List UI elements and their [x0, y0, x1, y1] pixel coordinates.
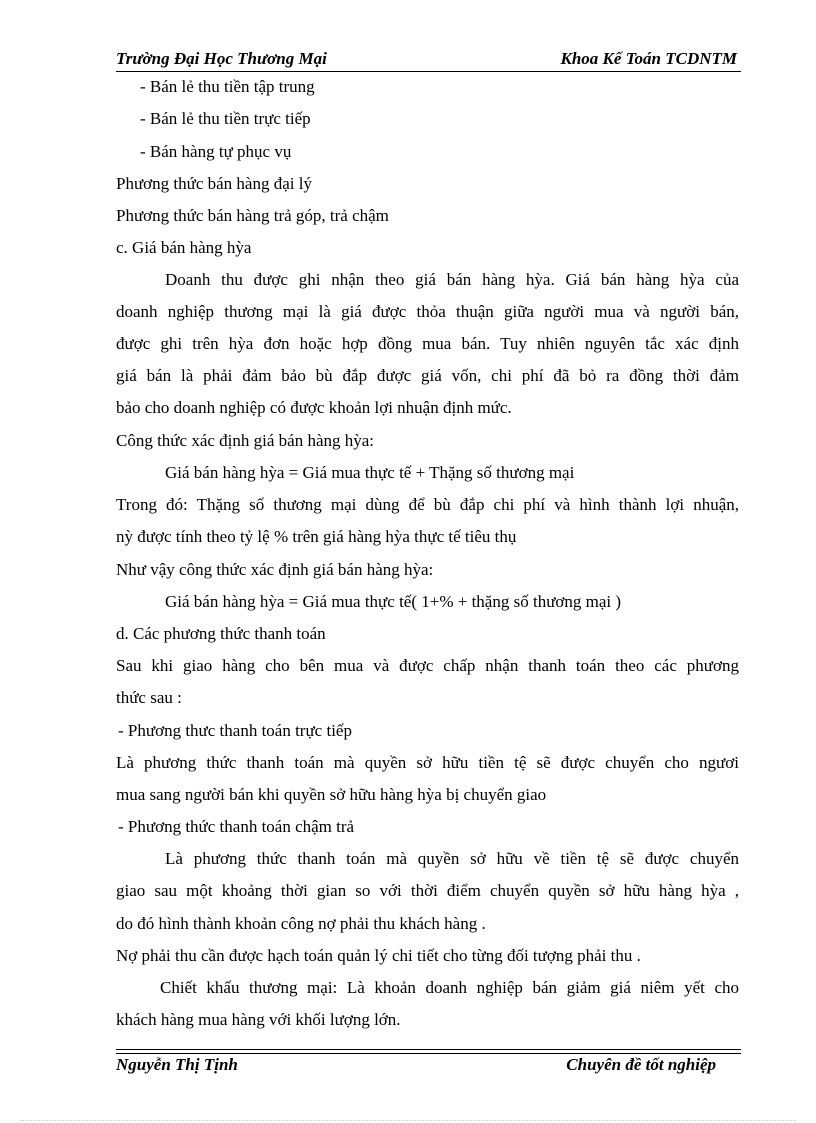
footer-title: Chuyên đề tốt nghiệp	[566, 1055, 716, 1074]
paragraph-line: được ghi trên hỳa đơn hoặc hợp đồng mua bán. Tuy nhiên nguyên tắc xác định	[116, 334, 739, 353]
paragraph-line: doanh nghiệp thương mại là giá được thỏa thuận giữa người mua và người bán,	[116, 302, 739, 321]
section-heading: c. Giá bán hàng hỳa	[116, 238, 252, 257]
footer-divider	[116, 1049, 741, 1050]
paragraph-line: bảo cho doanh nghiệp có được khoản lợi nhuận định mức.	[116, 398, 512, 417]
paragraph-line: Chiết khấu thương mại: Là khoản doanh nghiệp bán giảm giá niêm yết cho	[160, 978, 739, 997]
paragraph-line: giao sau một khoảng thời gian so với thời điểm chuyển quyền sở hữu hàng hỳa ,	[116, 881, 739, 900]
paragraph-line: Là phương thức thanh toán mà quyền sở hữu về tiền tệ sẽ được chuyển	[165, 849, 739, 868]
list-item: - Phương thưc thanh toán trực tiếp	[118, 721, 352, 740]
footer-author: Nguyễn Thị Tịnh	[116, 1055, 238, 1074]
paragraph-line: nỳ được tính theo tỷ lệ % trên giá hàng hỳa thực tế tiêu thụ	[116, 527, 517, 546]
header-divider	[116, 71, 741, 72]
list-item: - Bán lẻ thu tiền tập trung	[140, 77, 315, 96]
paragraph-line: Phương thức bán hàng trả góp, trả chậm	[116, 206, 389, 225]
formula-line: Giá bán hàng hỳa = Giá mua thực tế( 1+% + thặng số thương mại )	[165, 592, 622, 611]
header-department: Khoa Kế Toán TCDNTM	[560, 49, 737, 68]
paragraph-line: Nợ phải thu cần được hạch toán quản lý chi tiết cho từng đối tượng phải thu .	[116, 946, 641, 965]
paragraph-line: Doanh thu được ghi nhận theo giá bán hàng hỳa. Giá bán hàng hỳa của	[165, 270, 739, 289]
page-bottom-edge	[20, 1120, 796, 1121]
footer-divider	[116, 1053, 741, 1054]
list-item: - Bán hàng tự phục vụ	[140, 142, 292, 161]
paragraph-line: Như vậy công thức xác định giá bán hàng hỳa:	[116, 560, 434, 579]
list-item: - Phương thức thanh toán chậm trả	[118, 817, 355, 836]
paragraph-line: khách hàng mua hàng với khối lượng lớn.	[116, 1010, 401, 1029]
paragraph-line: Trong đó: Thặng số thương mại dùng để bù đắp chi phí và hình thành lợi nhuận,	[116, 495, 739, 514]
paragraph-line: giá bán là phải đảm bảo bù đắp được giá vốn, chi phí đã bỏ ra đồng thời đảm	[116, 366, 739, 385]
list-item: - Bán lẻ thu tiền trực tiếp	[140, 109, 311, 128]
paragraph-line: Phương thức bán hàng đại lý	[116, 174, 312, 193]
formula-line: Giá bán hàng hỳa = Giá mua thực tế + Thặng số thương mại	[165, 463, 575, 482]
paragraph-line: Là phương thức thanh toán mà quyền sở hữu tiền tệ sẽ được chuyển cho ngươi	[116, 753, 739, 772]
paragraph-line: Sau khi giao hàng cho bên mua và được chấp nhận thanh toán theo các phương	[116, 656, 739, 675]
paragraph-line: Công thức xác định giá bán hàng hỳa:	[116, 431, 375, 450]
header-school-name: Trường Đại Học Thương Mại	[116, 49, 327, 68]
paragraph-line: mua sang người bán khi quyền sở hữu hàng hỳa bị chuyển giao	[116, 785, 547, 804]
section-heading: d. Các phương thức thanh toán	[116, 624, 326, 643]
paragraph-line: thức sau :	[116, 688, 182, 707]
paragraph-line: do đó hình thành khoản công nợ phải thu khách hàng .	[116, 914, 486, 933]
